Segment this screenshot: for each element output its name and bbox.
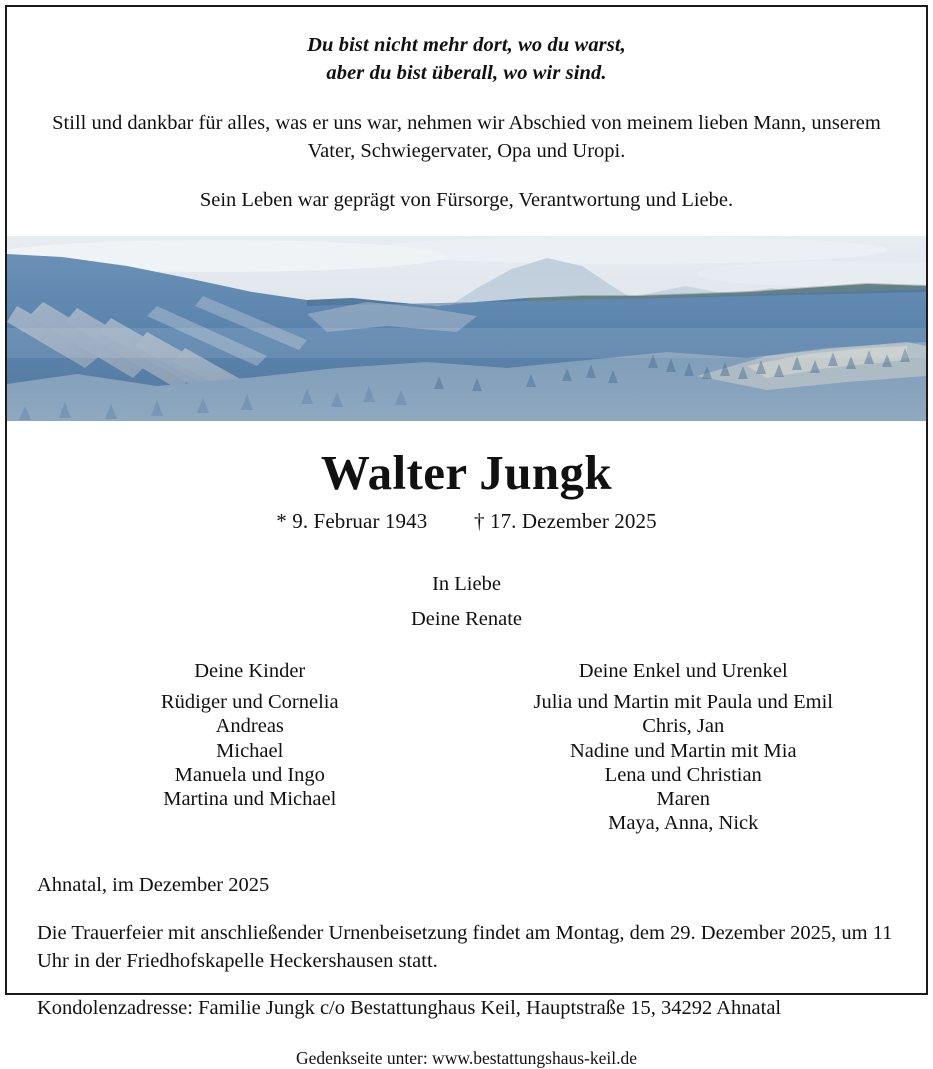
footer-block (7, 871, 926, 1068)
children-column (33, 660, 467, 835)
ceremony-details: Die Trauerfeier mit anschließender Urnenbeisetzung findet am Montag, dem 29. Dezember 2025, um 11 Uhr in der Friedhofskapelle Heckershausen statt. (37, 921, 893, 972)
family-columns (7, 660, 926, 835)
intro-second-paragraph: Sein Leben war geprägt von Fürsorge, Verantwortung und Liebe. (199, 188, 734, 211)
children-list (33, 690, 467, 811)
list-item: Andreas (215, 715, 284, 738)
list-item: Martina und Michael (163, 788, 337, 811)
condolence-address: Kondolenzadresse: Familie Jungk c/o Bestattunghaus Keil, Hauptstraße 15, 34292 Ahnatal (37, 997, 782, 1020)
grandchildren-heading: Deine Enkel und Urenkel (578, 660, 788, 683)
list-item: Michael (216, 739, 284, 762)
life-dates (7, 509, 926, 534)
verse-line-2: aber du bist überall, wo wir sind. (326, 62, 607, 85)
mountain-landscape-photo (7, 236, 926, 421)
list-item: Nadine und Martin mit Mia (569, 739, 797, 762)
top-text-block (7, 7, 926, 215)
list-item: Manuela und Ingo (174, 763, 325, 786)
list-item: Chris, Jan (642, 715, 725, 738)
list-item: Maya, Anna, Nick (608, 812, 759, 835)
in-love-block (7, 567, 926, 639)
children-heading: Deine Kinder (194, 660, 306, 683)
memorial-verse (41, 31, 892, 88)
deceased-name: Walter Jungk (320, 444, 613, 500)
place-and-date: Ahnatal, im Dezember 2025 (37, 874, 270, 897)
list-item: Julia und Martin mit Paula und Emil (533, 691, 833, 714)
name-block (7, 444, 926, 534)
in-love-line-2: Deine Renate (411, 608, 522, 631)
death-symbol: † (474, 508, 485, 533)
verse-line-1: Du bist nicht mehr dort, wo du warst, (307, 34, 626, 56)
landscape-illustration (7, 236, 926, 421)
grandchildren-column (467, 660, 901, 835)
list-item: Rüdiger und Cornelia (160, 691, 339, 714)
grandchildren-list (467, 690, 901, 835)
list-item: Lena und Christian (604, 763, 762, 786)
memorial-page-link[interactable]: Gedenkseite unter: www.bestattungshaus-keil.de (296, 1047, 637, 1068)
death-date: 17. Dezember 2025 (489, 508, 657, 533)
obituary-notice (5, 5, 928, 1068)
intro-paragraph: Still und dankbar für alles, was er uns war, nehmen wir Abschied von meinem lieben Mann, unserem Vater, Schwiegervater, Opa und Uropi. (52, 111, 881, 163)
birth-date: 9. Februar 1943 (292, 508, 428, 533)
birth-symbol: * (276, 508, 287, 533)
list-item: Maren (656, 788, 710, 811)
in-love-line-1: In Liebe (432, 572, 501, 595)
